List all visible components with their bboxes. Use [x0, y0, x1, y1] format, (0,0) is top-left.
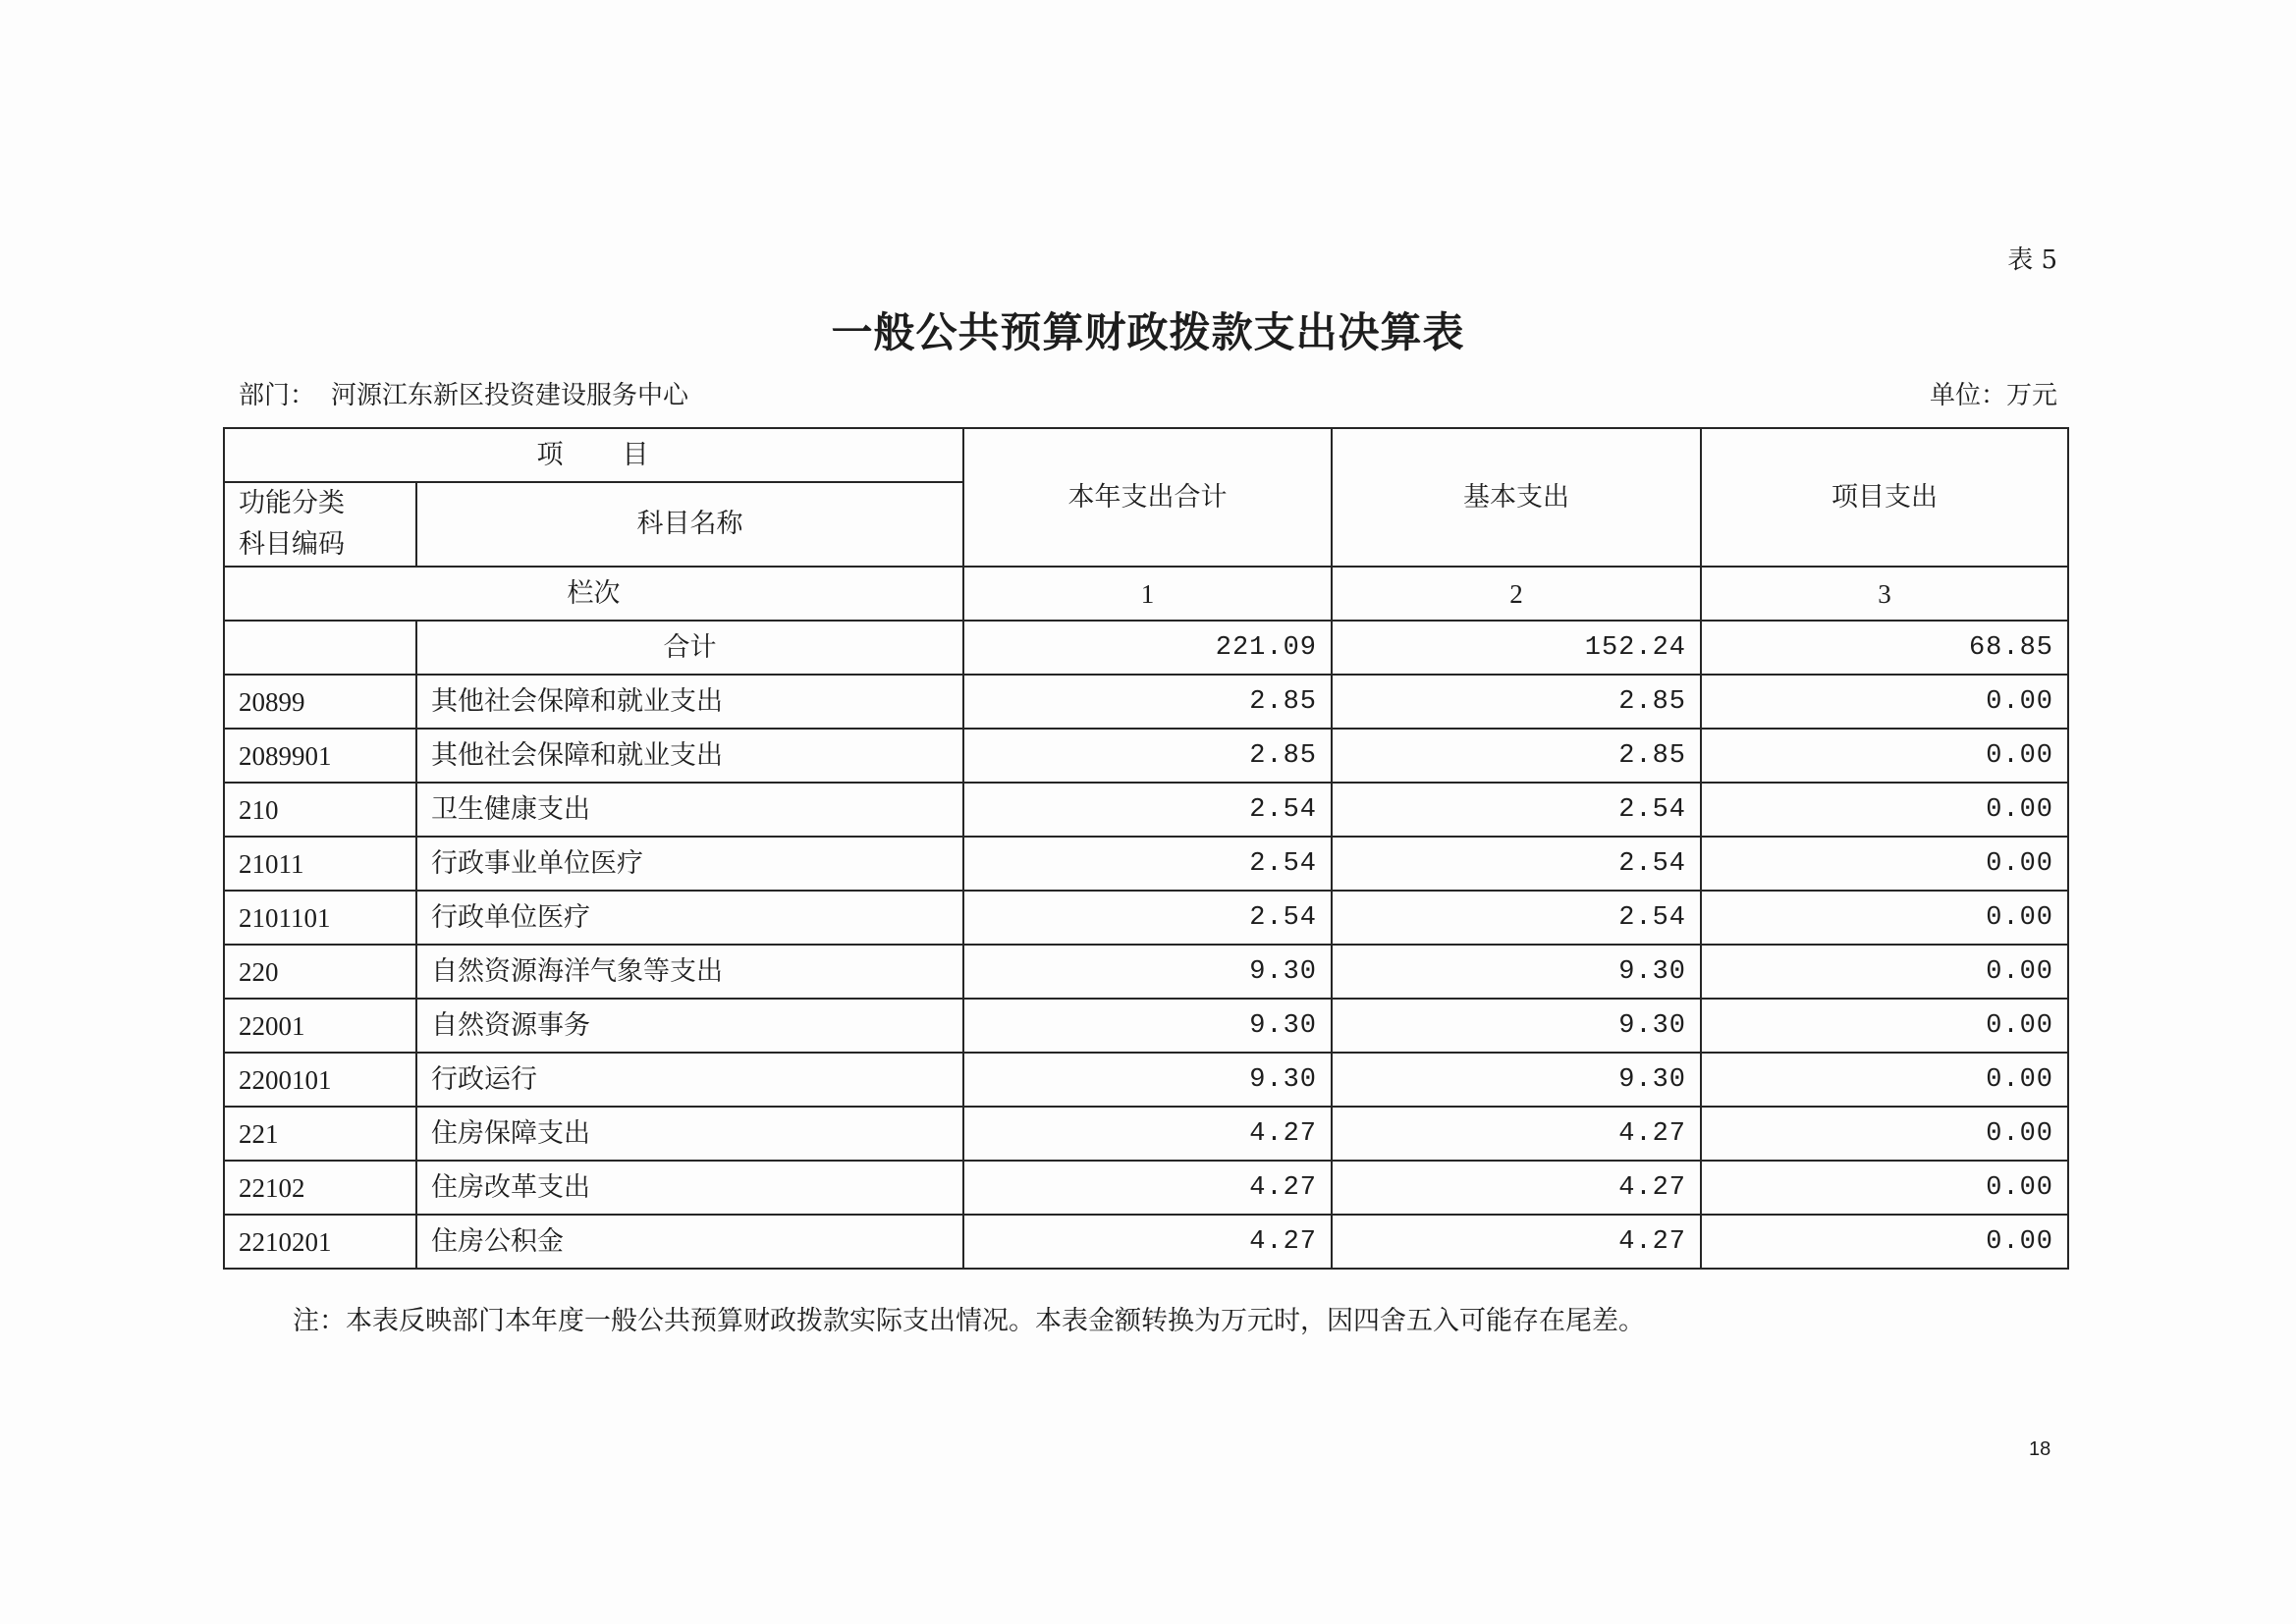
row-total: 4.27 — [963, 1215, 1332, 1269]
row-code: 22001 — [224, 999, 416, 1053]
row-code: 2200101 — [224, 1053, 416, 1107]
table-row — [224, 1215, 2068, 1269]
row-project: 0.00 — [1701, 891, 2068, 945]
table-row — [224, 675, 2068, 729]
column-index-label: 栏次 — [224, 567, 963, 621]
row-basic: 9.30 — [1332, 945, 1701, 999]
row-basic: 9.30 — [1332, 999, 1701, 1053]
row-total: 2.54 — [963, 837, 1332, 891]
row-project: 0.00 — [1701, 999, 2068, 1053]
row-basic: 2.85 — [1332, 675, 1701, 729]
code-header-line1: 功能分类 — [239, 488, 345, 518]
row-basic: 4.27 — [1332, 1161, 1701, 1215]
project-header: 项目支出 — [1701, 428, 2068, 567]
row-total: 9.30 — [963, 1053, 1332, 1107]
name-header: 科目名称 — [416, 482, 963, 567]
row-code: 210 — [224, 783, 416, 837]
column-index-project: 3 — [1701, 567, 2068, 621]
column-index-row — [224, 567, 2068, 621]
row-code: 221 — [224, 1107, 416, 1161]
code-header-line2: 科目编码 — [239, 529, 345, 560]
row-code: 22102 — [224, 1161, 416, 1215]
row-code: 21011 — [224, 837, 416, 891]
row-project: 0.00 — [1701, 783, 2068, 837]
unit-label: 单位：万元 — [1929, 381, 2057, 410]
row-project: 0.00 — [1701, 729, 2068, 783]
row-name: 住房改革支出 — [416, 1161, 963, 1215]
expenditure-table — [223, 427, 2069, 1270]
summary-total: 221.09 — [963, 621, 1332, 675]
table-row — [224, 999, 2068, 1053]
column-index-basic: 2 — [1332, 567, 1701, 621]
row-total: 4.27 — [963, 1107, 1332, 1161]
page-number: 18 — [2029, 1438, 2051, 1460]
row-project: 0.00 — [1701, 837, 2068, 891]
code-header — [224, 482, 416, 567]
row-total: 2.54 — [963, 891, 1332, 945]
row-code: 20899 — [224, 675, 416, 729]
row-basic: 2.54 — [1332, 783, 1701, 837]
row-basic: 4.27 — [1332, 1215, 1701, 1269]
table-number: 表 5 — [2007, 245, 2057, 275]
summary-row — [224, 621, 2068, 675]
row-name: 行政事业单位医疗 — [416, 837, 963, 891]
row-basic: 2.85 — [1332, 729, 1701, 783]
basic-header: 基本支出 — [1332, 428, 1701, 567]
row-code: 2101101 — [224, 891, 416, 945]
row-name: 其他社会保障和就业支出 — [416, 675, 963, 729]
row-total: 2.85 — [963, 675, 1332, 729]
summary-code-cell — [224, 621, 416, 675]
summary-label: 合计 — [416, 621, 963, 675]
table-row — [224, 1107, 2068, 1161]
row-name: 自然资源海洋气象等支出 — [416, 945, 963, 999]
department-label: 部门： — [239, 381, 316, 410]
page-title: 一般公共预算财政拨款支出决算表 — [831, 308, 1465, 356]
row-total: 2.85 — [963, 729, 1332, 783]
summary-project: 68.85 — [1701, 621, 2068, 675]
meta-row — [239, 379, 2057, 412]
row-name: 自然资源事务 — [416, 999, 963, 1053]
row-name: 住房公积金 — [416, 1215, 963, 1269]
total-header: 本年支出合计 — [963, 428, 1332, 567]
row-name: 其他社会保障和就业支出 — [416, 729, 963, 783]
row-project: 0.00 — [1701, 675, 2068, 729]
row-project: 0.00 — [1701, 1215, 2068, 1269]
row-total: 9.30 — [963, 945, 1332, 999]
row-name: 行政运行 — [416, 1053, 963, 1107]
row-basic: 2.54 — [1332, 837, 1701, 891]
row-project: 0.00 — [1701, 1053, 2068, 1107]
row-name: 卫生健康支出 — [416, 783, 963, 837]
row-project: 0.00 — [1701, 1107, 2068, 1161]
row-basic: 9.30 — [1332, 1053, 1701, 1107]
row-code: 2089901 — [224, 729, 416, 783]
table-row — [224, 945, 2068, 999]
table-row — [224, 783, 2068, 837]
row-project: 0.00 — [1701, 1161, 2068, 1215]
row-project: 0.00 — [1701, 945, 2068, 999]
row-code: 220 — [224, 945, 416, 999]
table-row — [224, 729, 2068, 783]
table-row — [224, 891, 2068, 945]
row-basic: 4.27 — [1332, 1107, 1701, 1161]
table-row — [224, 1161, 2068, 1215]
row-basic: 2.54 — [1332, 891, 1701, 945]
header-row — [224, 428, 2068, 482]
row-code: 2210201 — [224, 1215, 416, 1269]
row-name: 住房保障支出 — [416, 1107, 963, 1161]
row-name: 行政单位医疗 — [416, 891, 963, 945]
footnote: 注：本表反映部门本年度一般公共预算财政拨款实际支出情况。本表金额转换为万元时，因四舍五入可能存在尾差。 — [293, 1306, 1645, 1336]
table-row — [224, 837, 2068, 891]
summary-basic: 152.24 — [1332, 621, 1701, 675]
row-total: 9.30 — [963, 999, 1332, 1053]
table-row — [224, 1053, 2068, 1107]
row-total: 4.27 — [963, 1161, 1332, 1215]
row-total: 2.54 — [963, 783, 1332, 837]
item-header: 项 目 — [224, 428, 963, 482]
column-index-total: 1 — [963, 567, 1332, 621]
department-name: 河源江东新区投资建设服务中心 — [331, 381, 689, 410]
